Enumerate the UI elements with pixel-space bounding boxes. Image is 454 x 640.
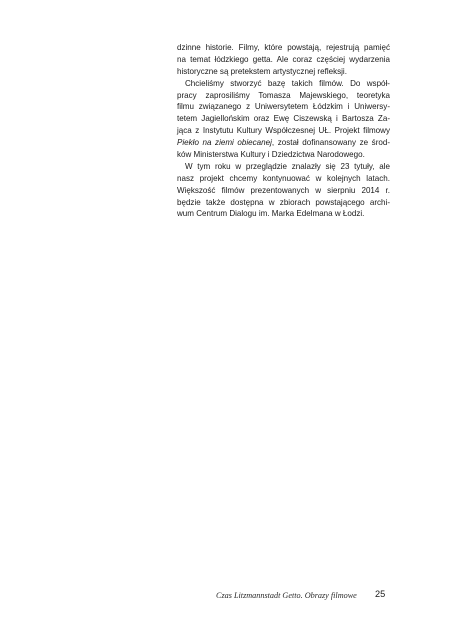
body-line-9 [177,137,390,149]
body-line-11: W tym roku w przeglądzie znalazły się 23 tytuły, ale [185,161,390,171]
body-line-4: Chcieliśmy stworzyć bazę takich filmów. Do współ- [185,78,390,88]
body-line-1: dzinne historie. Filmy, które powstają, rejestrują pamięć [177,43,390,52]
running-footer-title: Czas Litzmannstadt Getto. Obrazy filmowe [216,591,357,600]
body-line-10: ków Ministerstwa Kultury i Dziedzictwa Narodowego. [177,150,365,160]
body-line-15: wum Centrum Dialogu im. Marka Edelmana w Łodzi. [177,209,365,219]
body-line-12: nasz projekt chcemy kontynuować w kolejnych latach. [177,173,390,183]
page-number: 25 [375,589,386,599]
film-title-italic: Piekło na ziemi obiecanej [177,138,272,148]
body-line-9-rest: , został dofinansowany ze środ- [271,138,391,148]
body-line-3: historyczne są pretekstem artystycznej refleksji. [177,66,347,76]
body-line-2: na temat łódzkiego getta. Ale coraz częściej wydarzenia [177,54,390,64]
body-line-8: jąca z Instytutu Kultury Współczesnej UŁ. Projekt filmowy [177,126,390,136]
body-line-13: Większość filmów prezentowanych w sierpniu 2014 r. [177,185,390,195]
body-line-14: będzie także dostępna w zbiorach powstającego archi- [177,197,390,207]
body-text [177,42,390,220]
body-line-7: tetem Jagiellońskim oraz Ewę Ciszewską i Bartosza Za- [177,114,390,124]
body-line-5: pracy zaprosiliśmy Tomasza Majewskiego, teoretyka [177,90,390,100]
body-line-6: filmu związanego z Uniwersytetem Łódzkim i Uniwersy- [177,102,390,112]
